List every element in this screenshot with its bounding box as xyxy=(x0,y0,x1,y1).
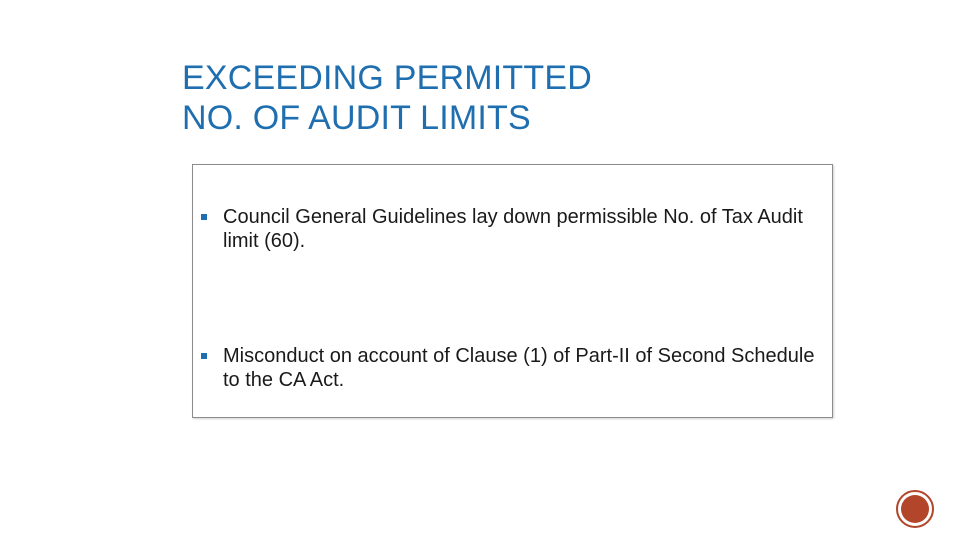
square-bullet-icon xyxy=(201,214,207,220)
bullet-item xyxy=(201,205,829,253)
content-box xyxy=(192,164,833,418)
square-bullet-icon xyxy=(201,353,207,359)
slide-title xyxy=(182,58,822,138)
bullet-text: Misconduct on account of Clause (1) of Part-II of Second Schedule to the CA Act. xyxy=(223,345,815,391)
bullet-item xyxy=(201,344,829,392)
page-number-badge xyxy=(896,490,934,528)
slide-title-line-1: EXCEEDING PERMITTED xyxy=(182,59,592,97)
page-number-circle-icon xyxy=(901,495,929,523)
bullet-text: Council General Guidelines lay down permissible No. of Tax Audit limit (60). xyxy=(223,206,803,252)
slide-title-line-2: NO. OF AUDIT LIMITS xyxy=(182,99,531,137)
page-number xyxy=(901,495,929,523)
